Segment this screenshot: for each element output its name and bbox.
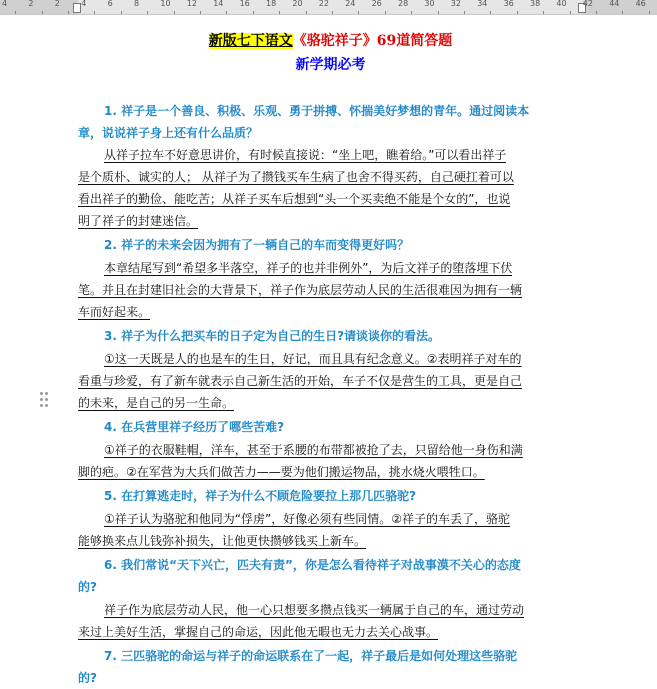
ruler-tick-label: 40 [556,0,567,8]
horizontal-ruler[interactable] [0,0,657,15]
answer-4-line-2: 脚的疤。②在军营为大兵们做苦力——要为他们搬运物品，挑水烧火喂牲口。 [78,465,485,479]
ruler-tick-label: 12 [186,0,197,8]
answer-2-line-3: 车而好起来。 [78,305,151,319]
ruler-tick-label: 22 [318,0,329,8]
answer-2-line-1: 本章结尾写到“希望多半落空，祥子的也并非例外”，为后文祥子的堕落埋下伏 [104,261,513,275]
ruler-tick-mark [385,11,386,14]
answer-6-line-2: 来过上美好生活，掌握自己的命运，因此他无暇也无力去关心战事。 [78,625,439,639]
answer-1-line-4: 明了祥子的封建迷信。 [78,214,199,228]
answer-4-line-1: ①祥子的衣服鞋帽，洋车，甚至于系腰的布带都被抢了去，只留给他一身伤和满 [104,443,523,457]
ruler-tick-mark [570,11,571,14]
ruler-tick-mark [517,11,518,14]
ruler-tick-mark [226,11,227,14]
ruler-tick-mark [200,11,201,14]
ruler-tick-mark [332,11,333,14]
ruler-tick-label: 16 [239,0,250,8]
ruler-tick-label: 8 [134,0,140,8]
ruler-tick-label: 42 [582,0,593,8]
answer-6-line-1: 祥子作为底层劳动人民，他一心只想要多攒点钱买一辆属于自己的车，通过劳动 [104,603,525,617]
document-title [78,30,583,52]
question-6-line-1: 6. 我们常说“天下兴亡，匹夫有责”，你是怎么看待祥子对战事漠不关心的态度 [104,558,521,572]
ruler-tick-mark [68,11,69,14]
ruler-tick-label: 10 [160,0,171,8]
question-3: 3. 祥子为什么把买车的日子定为自己的生日?请谈谈你的看法。 [104,329,441,343]
ruler-tick-label: 18 [266,0,277,8]
ruler-tick-mark [490,11,491,14]
ruler-tick-label: 4 [81,0,87,8]
ruler-tick-label: 6 [107,0,113,8]
answer-3-line-2: 看重与珍爱，有了新车就表示自己新生活的开始，车子不仅是营生的工具，更是自己 [78,374,523,388]
answer-5-line-2: 能够换来点儿钱弥补损失，让他更快攒够钱买上新车。 [78,534,367,548]
ruler-tick-mark [174,11,175,14]
answer-2-line-2: 笔。并且在封建旧社会的大背景下，祥子作为底层劳动人民的生活很难因为拥有一辆 [78,283,523,297]
ruler-tick-mark [306,11,307,14]
question-2: 2. 祥子的未来会因为拥有了一辆自己的车而变得更好吗？ [104,238,410,252]
answer-5-line-1: ①祥子认为骆驼和他同为“俘虏”，好像必须有些同情。②祥子的车丢了，骆驼 [104,512,510,526]
question-4: 4. 在兵营里祥子经历了哪些苦难? [104,420,285,434]
title-book-name: 《骆驼祥子》69道简答题 [292,33,453,49]
question-7-line-1: 7. 三匹骆驼的命运与祥子的命运联系在了一起，祥子最后是如何处理这些骆驼 [104,649,518,663]
ruler-tick-mark [94,11,95,14]
ruler-tick-mark [121,11,122,14]
ruler-tick-label: 32 [450,0,461,8]
ruler-tick-mark [438,11,439,14]
answer-1-line-2: 是个质朴、诚实的人； 从祥子为了攒钱买车生病了也舍不得买药，自己硬扛着可以 [78,170,514,184]
answer-3-line-1: ①这一天既是人的也是车的生日，好记，而且具有纪念意义。②表明祥子对车的 [104,352,522,366]
ruler-tick-label: 46 [635,0,646,8]
question-6-line-2: 的? [78,580,97,594]
question-1-line-1: 1. 祥子是一个善良、积极、乐观、勇于拼搏、怀揣美好梦想的青年。通过阅读本 [104,104,530,118]
document-subtitle: 新学期必考 [295,57,366,73]
question-5: 5. 在打算逃走时，祥子为什么不顾危险要拉上那几匹骆驼? [104,489,417,503]
ruler-tick-mark [649,11,650,14]
answer-1-line-1: 从祥子拉车不好意思讲价，有时候直接说：“坐上吧，瞧着给。”可以看出祥子 [104,148,507,162]
ruler-left-margin [0,0,78,14]
ruler-tick-label: 2 [28,0,34,8]
ruler-tick-mark [596,11,597,14]
drag-handle-icon[interactable] [40,392,50,408]
ruler-tick-label: 44 [609,0,620,8]
ruler-tick-label: 38 [530,0,541,8]
ruler-tick-label: 14 [213,0,224,8]
ruler-tick-mark [543,11,544,14]
left-indent-marker[interactable] [73,3,81,13]
ruler-tick-mark [147,11,148,14]
ruler-tick-mark [279,11,280,14]
answer-1-line-3: 看出祥子的勤俭、能吃苦；从祥子买车后想到“头一个买卖绝不能是个女的”，也说 [78,192,511,206]
ruler-tick-label: 20 [292,0,303,8]
ruler-tick-label: 34 [477,0,488,8]
ruler-tick-mark [464,11,465,14]
title-highlight: 新版七下语文 [208,33,293,49]
ruler-tick-mark [622,11,623,14]
ruler-tick-mark [253,11,254,14]
ruler-tick-label: 28 [398,0,409,8]
answer-3-line-3: 的未来，是自己的另一生命。 [78,396,235,410]
question-1-line-2: 章，说说祥子身上还有什么品质？ [78,126,259,140]
ruler-tick-label: 30 [424,0,435,8]
ruler-tick-label: 24 [345,0,356,8]
ruler-tick-label: 36 [503,0,514,8]
ruler-tick-mark [411,11,412,14]
ruler-tick-mark [42,11,43,14]
ruler-tick-label: 2 [54,0,60,8]
ruler-right-margin [583,0,657,14]
ruler-tick-mark [358,11,359,14]
ruler-tick-mark [15,11,16,14]
ruler-tick-label: 26 [371,0,382,8]
question-7-line-2: 的? [78,671,97,685]
ruler-tick-label: 4 [2,0,8,8]
